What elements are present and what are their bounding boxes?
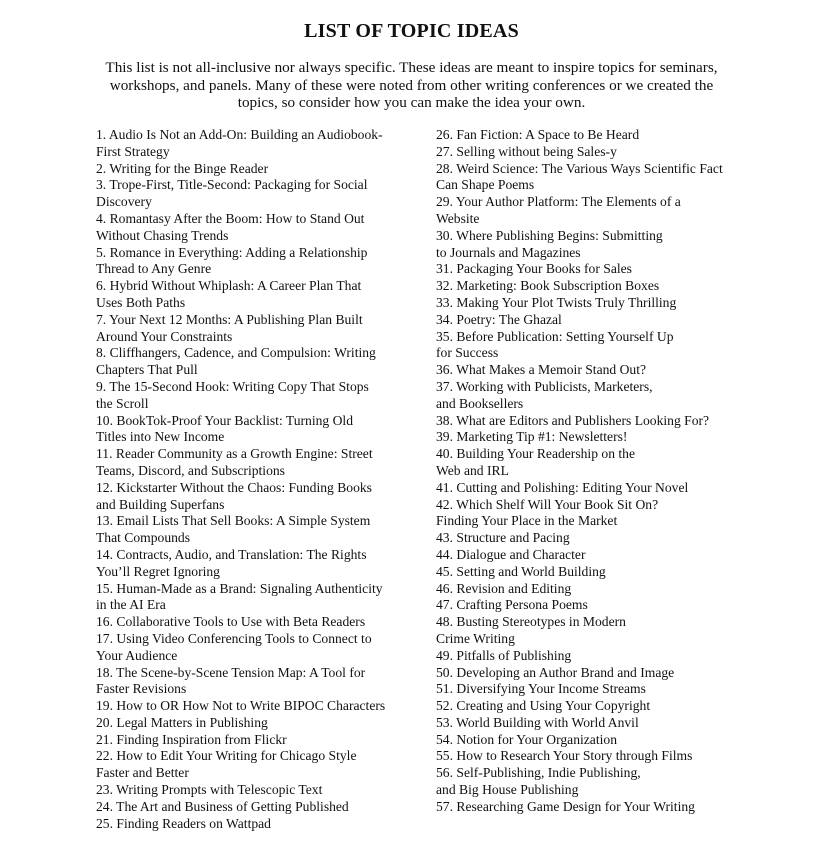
topic-item (436, 480, 816, 497)
topic-item (436, 547, 816, 564)
topic-item-text: 26. Fan Fiction: A Space to Be Heard (436, 127, 640, 142)
topic-item (96, 581, 396, 615)
topic-item-text: 11. Reader Community as a Growth Engine: Street (96, 446, 373, 462)
topic-item (96, 446, 396, 480)
topic-item-text: 44. Dialogue and Character (436, 546, 586, 562)
topic-item-text: to Journals and Magazines (436, 244, 581, 260)
topic-item (96, 799, 396, 816)
topic-item (436, 597, 816, 614)
topic-item-text: 37. Working with Publicists, Marketers, (436, 378, 653, 394)
topic-item-text: Chapters That Pull (96, 362, 198, 378)
topic-item-text: and Big House Publishing (436, 782, 579, 798)
topic-item-text: 31. Packaging Your Books for Sales (436, 261, 632, 277)
topic-item-text: Can Shape Poems (436, 177, 535, 193)
topic-item (436, 581, 816, 598)
topic-item-text: 22. How to Edit Your Writing for Chicago Style (96, 748, 357, 764)
topic-item (436, 497, 816, 531)
topic-item-text: 30. Where Publishing Begins: Submitting (436, 227, 663, 243)
topic-item-text: Around Your Constraints (96, 328, 233, 344)
topic-item-text: 56. Self-Publishing, Indie Publishing, (436, 765, 641, 781)
topic-item-text: 18. The Scene-by-Scene Tension Map: A Tool for (96, 664, 366, 680)
topic-item (96, 312, 396, 346)
topic-item-text: Faster Revisions (96, 681, 187, 697)
topic-item (436, 765, 816, 799)
topic-item-text: for Success (436, 345, 499, 361)
topic-item-text: 15. Human-Made as a Brand: Signaling Authenticity (96, 580, 383, 596)
topic-item-text: 50. Developing an Author Brand and Image (436, 664, 675, 680)
topic-item-text: Faster and Better (96, 765, 189, 781)
topic-item-text: Website (436, 210, 480, 226)
topic-list-right (436, 127, 816, 816)
topic-item (436, 144, 816, 161)
topic-item-text: Without Chasing Trends (96, 227, 229, 243)
topic-item (96, 782, 396, 799)
topic-item (436, 530, 816, 547)
topic-item (436, 261, 816, 278)
topic-item (436, 748, 816, 765)
topic-item (96, 211, 396, 245)
topic-item-text: Thread to Any Genre (96, 261, 212, 277)
topic-item-text: 45. Setting and World Building (436, 563, 606, 579)
topic-item (436, 127, 816, 144)
topic-item-text: 14. Contracts, Audio, and Translation: The Rights (96, 546, 367, 562)
topic-item-text: 1. Audio Is Not an Add-On: Building an Audiobook- (96, 127, 383, 142)
topic-item-text: 17. Using Video Conferencing Tools to Connect to (96, 630, 372, 646)
topic-item-text: 36. What Makes a Memoir Stand Out? (436, 362, 647, 378)
topic-item (96, 480, 396, 514)
topic-item (96, 177, 396, 211)
topic-item-text: 47. Crafting Persona Poems (436, 597, 588, 613)
topic-item (436, 614, 816, 648)
topic-item-text: 52. Creating and Using Your Copyright (436, 698, 651, 714)
topic-item-text: 46. Revision and Editing (436, 580, 572, 596)
topic-item-text: 49. Pitfalls of Publishing (436, 647, 572, 663)
topic-item (96, 345, 396, 379)
topic-item-text: First Strategy (96, 143, 170, 159)
topic-item (96, 698, 396, 715)
topic-item (96, 127, 396, 161)
topic-item-text: 54. Notion for Your Organization (436, 731, 617, 747)
topic-item (436, 295, 816, 312)
topic-item (96, 379, 396, 413)
topic-item-text: 8. Cliffhangers, Cadence, and Compulsion: Writing (96, 345, 376, 361)
topic-item (436, 329, 816, 363)
topic-item-text: 41. Cutting and Polishing: Editing Your Novel (436, 479, 689, 495)
topic-item-text: 2. Writing for the Binge Reader (96, 160, 269, 176)
topic-item-text: 16. Collaborative Tools to Use with Beta Readers (96, 614, 366, 630)
topic-item-text: 34. Poetry: The Ghazal (436, 311, 562, 327)
topic-item-text: Teams, Discord, and Subscriptions (96, 462, 285, 478)
topic-item-text: and Booksellers (436, 395, 524, 411)
topic-item-text: 6. Hybrid Without Whiplash: A Career Plan That (96, 278, 362, 294)
topic-item (436, 379, 816, 413)
topic-item-text: 55. How to Research Your Story through Films (436, 748, 693, 764)
topic-item (96, 513, 396, 547)
intro-paragraph: This list is not all-inclusive nor always specific. These ideas are meant to inspire topics for seminars, workshops, and panels. Many of these were noted from other writing conferences or we created the topics, so consider how you can make the idea your own. (105, 59, 718, 111)
topic-item (436, 429, 816, 446)
topic-item-text: 5. Romance in Everything: Adding a Relationship (96, 244, 368, 260)
topic-item-text: 42. Which Shelf Will Your Book Sit On? (436, 496, 659, 512)
topic-item (96, 413, 396, 447)
topic-item-text: Titles into New Income (96, 429, 225, 445)
topic-item-text: and Building Superfans (96, 496, 225, 512)
topic-item (96, 631, 396, 665)
topic-item-text: 38. What are Editors and Publishers Looking For? (436, 412, 710, 428)
topic-item-text: 29. Your Author Platform: The Elements of a (436, 194, 681, 210)
topic-item (96, 816, 396, 833)
topic-item-text: in the AI Era (96, 597, 166, 613)
topic-item (436, 312, 816, 329)
topic-item (96, 614, 396, 631)
topic-item-text: 27. Selling without being Sales-y (436, 143, 617, 159)
topic-item-text: Uses Both Paths (96, 294, 186, 310)
topic-item-text: 33. Making Your Plot Twists Truly Thrilling (436, 294, 677, 310)
topic-item-text: You’ll Regret Ignoring (96, 563, 220, 579)
topic-item (436, 799, 816, 816)
topic-item-text: 57. Researching Game Design for Your Writing (436, 798, 695, 814)
topic-item (96, 665, 396, 699)
topic-list-left (96, 127, 396, 832)
topic-item-text: 13. Email Lists That Sell Books: A Simple System (96, 513, 371, 529)
topic-item-text: 12. Kickstarter Without the Chaos: Funding Books (96, 479, 372, 495)
topic-item (436, 362, 816, 379)
topic-item-text: Your Audience (96, 647, 178, 663)
topic-item-text: 3. Trope-First, Title-Second: Packaging for Social (96, 177, 368, 193)
topic-item (96, 547, 396, 581)
topic-item-text: 51. Diversifying Your Income Streams (436, 681, 646, 697)
topic-item-text: 10. BookTok-Proof Your Backlist: Turning Old (96, 412, 353, 428)
topic-item-text: Discovery (96, 194, 152, 210)
topic-item-text: 35. Before Publication: Setting Yourself Up (436, 328, 674, 344)
topic-item-text: 21. Finding Inspiration from Flickr (96, 731, 287, 747)
topic-item (436, 681, 816, 698)
topic-item (436, 648, 816, 665)
topic-item (96, 732, 396, 749)
topic-item-text: That Compounds (96, 530, 191, 546)
topic-item-text: 53. World Building with World Anvil (436, 714, 639, 730)
topic-item-text: the Scroll (96, 395, 149, 411)
topic-item (436, 698, 816, 715)
topic-item (96, 748, 396, 782)
topic-item (96, 161, 396, 178)
topic-item-text: 32. Marketing: Book Subscription Boxes (436, 278, 660, 294)
topic-item-text: 48. Busting Stereotypes in Modern (436, 614, 626, 630)
topic-item (436, 278, 816, 295)
topic-item (436, 161, 816, 195)
topic-item-text: 40. Building Your Readership on the (436, 446, 635, 462)
topic-item (96, 245, 396, 279)
topic-item-text: 28. Weird Science: The Various Ways Scientific Fact (436, 160, 723, 176)
topic-item-text: 25. Finding Readers on Wattpad (96, 815, 271, 831)
topic-item (436, 665, 816, 682)
topic-item-text: 24. The Art and Business of Getting Published (96, 798, 349, 814)
topic-item-text: 9. The 15-Second Hook: Writing Copy That Stops (96, 378, 369, 394)
topic-item-text: 7. Your Next 12 Months: A Publishing Plan Built (96, 311, 363, 327)
topic-item (436, 564, 816, 581)
topic-item (436, 715, 816, 732)
topic-item-text: Finding Your Place in the Market (436, 513, 618, 529)
topic-item-text: 43. Structure and Pacing (436, 530, 570, 546)
topic-item-text: 39. Marketing Tip #1: Newsletters! (436, 429, 628, 445)
topic-item-text: Web and IRL (436, 462, 509, 478)
topic-item-text: Crime Writing (436, 630, 515, 646)
topic-item (96, 715, 396, 732)
topic-item-text: 4. Romantasy After the Boom: How to Stand Out (96, 210, 365, 226)
topic-item-text: 19. How to OR How Not to Write BIPOC Characters (96, 698, 386, 714)
topic-item (436, 732, 816, 749)
topic-item (96, 278, 396, 312)
topic-item-text: 20. Legal Matters in Publishing (96, 714, 268, 730)
topic-item (436, 228, 816, 262)
topic-item-text: 23. Writing Prompts with Telescopic Text (96, 782, 323, 798)
topic-item (436, 194, 816, 228)
page-title: LIST OF TOPIC IDEAS (304, 20, 519, 42)
topic-item (436, 413, 816, 430)
topic-item (436, 446, 816, 480)
